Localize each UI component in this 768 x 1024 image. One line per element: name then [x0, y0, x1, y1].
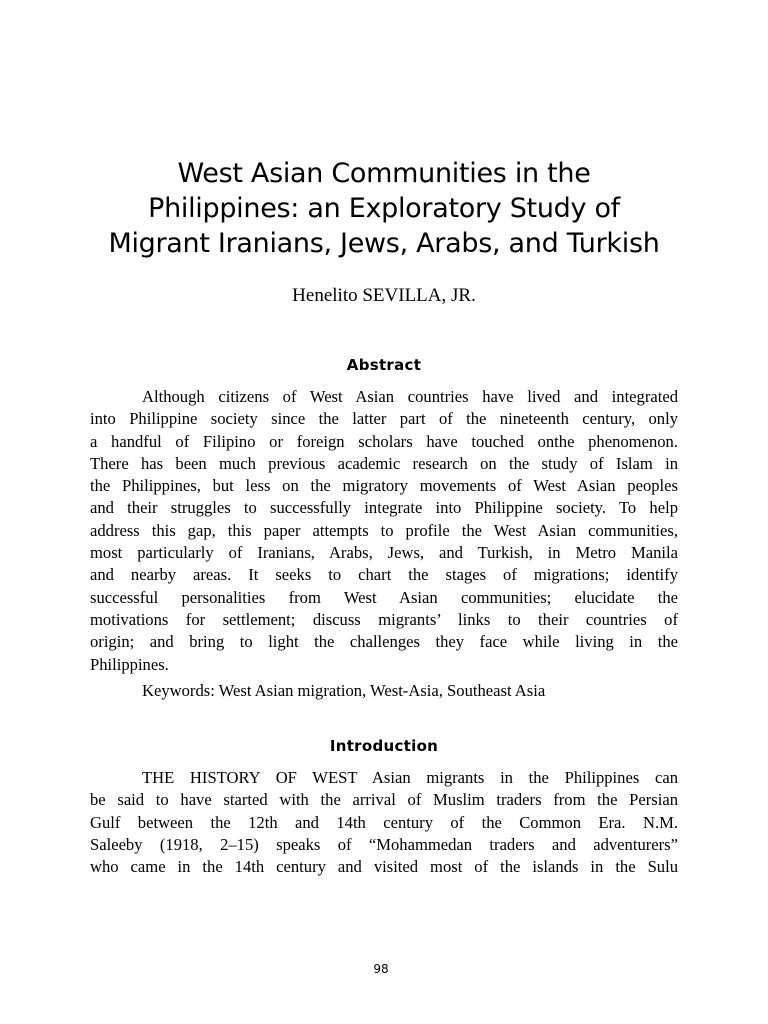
- abstract-line: Philippines.: [90, 654, 169, 674]
- abstract-line: motivations for settlement; discuss migrants’ links to their countries of: [90, 609, 678, 629]
- abstract-line: a handful of Filipino or foreign scholars have touched onthe phenomenon.: [90, 431, 678, 451]
- paper-title: [70, 156, 698, 261]
- abstract-line: and their struggles to successfully integrate into Philippine society. To help: [90, 498, 678, 518]
- abstract-line: most particularly of Iranians, Arabs, Jews, and Turkish, in Metro Manila: [90, 543, 678, 563]
- abstract-line: address this gap, this paper attempts to profile the West Asian communities,: [90, 520, 678, 540]
- introduction-heading: Introduction: [329, 737, 439, 755]
- title-line: Migrant Iranians, Jews, Arabs, and Turkish: [108, 228, 660, 259]
- abstract-line: There has been much previous academic research on the study of Islam in: [90, 453, 678, 473]
- abstract-line: and nearby areas. It seeks to chart the stages of migrations; identify: [90, 565, 678, 585]
- intro-line: who came in the 14th century and visited most of the islands in the Sulu: [90, 857, 678, 877]
- introduction-paragraph: [90, 767, 678, 878]
- intro-line: THE HISTORY OF WEST Asian migrants in the Philippines can: [142, 768, 678, 787]
- intro-line: be said to have started with the arrival of Muslim traders from the Persian: [90, 790, 678, 810]
- intro-line: Gulf between the 12th and 14th century of the Common Era. N.M.: [90, 812, 678, 832]
- abstract-line: origin; and bring to light the challenges they face while living in the: [90, 632, 678, 652]
- abstract-line: into Philippine society since the latter part of the nineteenth century, only: [90, 409, 678, 429]
- abstract-line: successful personalities from West Asian communities; elucidate the: [90, 587, 678, 607]
- title-line: Philippines: an Exploratory Study of: [148, 193, 620, 224]
- abstract-line: the Philippines, but less on the migratory movements of West Asian peoples: [90, 476, 678, 496]
- abstract-line: Although citizens of West Asian countries have lived and integrated: [142, 387, 678, 406]
- author-name: Henelito SEVILLA, JR.: [292, 285, 476, 306]
- title-line: West Asian Communities in the: [177, 158, 591, 189]
- intro-line: Saleeby (1918, 2–15) speaks of “Mohammedan traders and adventurers”: [90, 834, 678, 854]
- abstract-heading: Abstract: [346, 356, 422, 374]
- abstract-paragraph: [90, 386, 678, 676]
- keywords-line: Keywords: West Asian migration, West-Asia, Southeast Asia: [142, 681, 546, 700]
- page-number: 98: [373, 962, 389, 976]
